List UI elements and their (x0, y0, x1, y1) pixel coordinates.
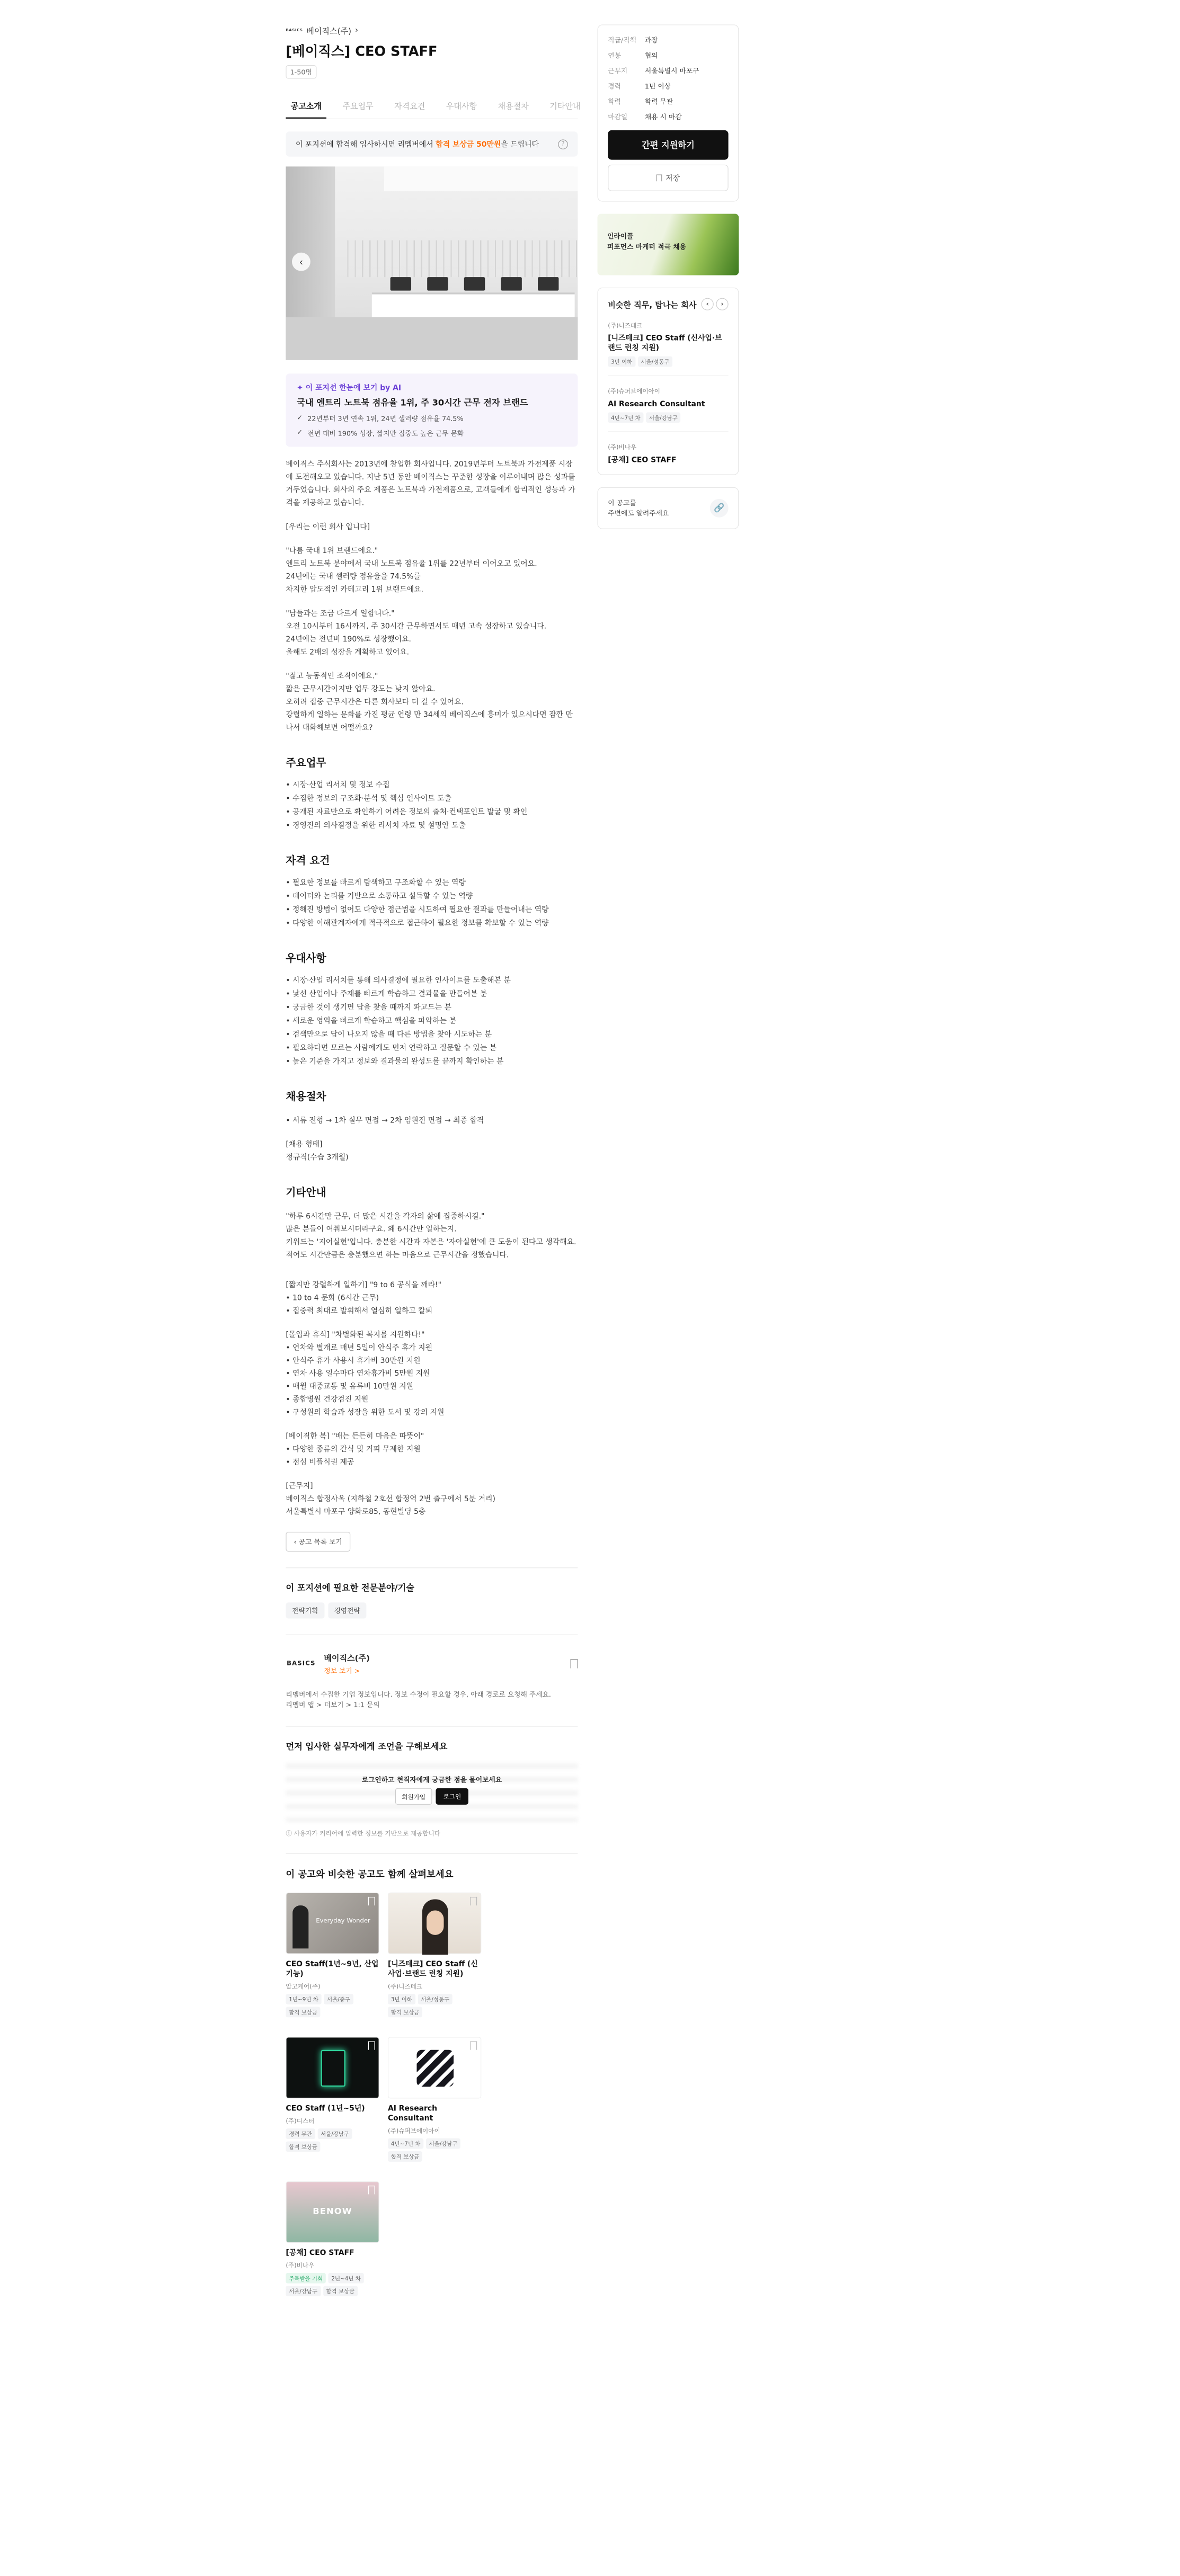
company-link[interactable] (286, 24, 578, 36)
similar-company: (주)슈퍼브에이아이 (608, 388, 660, 395)
ask-heading: 먼저 입사한 실무자에게 조언을 구해보세요 (286, 1742, 448, 1752)
etc-block: "하루 6시간만 근무, 더 많은 시간을 각자의 삶에 집중하시길." 많은 분들이 여쭤보시더라구요. 왜 6시간만 일하는지. 키워드는 '지어실현'입니다. 충분한 시간과 자본은 '자아실현'에 큰 도움이 된다고 생각해요. 적어도 시간만큼은 충분했으면 하는 마음으로 근무시간을 정했습니다. (286, 1211, 576, 1259)
info-value: 과장 (644, 36, 658, 44)
office-photo (286, 166, 578, 360)
company-note: 리멤버에서 수집한 기업 정보입니다. 정보 수정이 필요할 경우, 아래 경로로 요청해 주세요. 리멤버 앱 > 더보기 > 1:1 문의 (286, 1690, 551, 1709)
etc-heading: 기타안내 (286, 1186, 326, 1199)
job-tag: 주목받을 기회 (286, 2273, 325, 2284)
process-heading: 채용절차 (286, 1091, 326, 1103)
info-value: 학력 무관 (644, 97, 673, 106)
info-value: 서울특별시 마포구 (644, 67, 699, 75)
similar-company: (주)니즈테크 (608, 323, 643, 329)
job-card[interactable] (286, 2181, 379, 2296)
employment-type (286, 1138, 578, 1164)
chevron-left-icon: ‹ (294, 1538, 299, 1546)
info-key: 경력 (608, 82, 621, 91)
job-tag: 합격 보상금 (286, 2007, 320, 2018)
process-steps: • 서류 전형 → 1차 실무 면접 → 2차 임원진 면접 → 최종 합격 (286, 1116, 484, 1125)
similar-heading: 이 공고와 비슷한 공고도 함께 살펴보세요 (286, 1868, 454, 1880)
job-tag: 3년 이하 (388, 1994, 415, 2004)
job-card-title: CEO Staff(1년~9년, 산업기능) (286, 1959, 379, 1978)
ai-point-text: 22년부터 3년 연속 1위, 24년 셀러량 점유율 74.5% (307, 415, 464, 423)
intro-section: "나름 국내 1위 브랜드에요." 엔트리 노트북 분야에서 국내 노트북 점유율 1위를 22년부터 이어오고 있어요. 24년에는 국내 셀러량 점유율을 74.5%를 차지한 압도적인 카테고리 1위 브랜드에요. (286, 546, 537, 594)
bookmark-icon[interactable] (470, 2042, 477, 2050)
tab-preferred[interactable]: 우대사항 (446, 102, 477, 111)
similar-item[interactable] (608, 320, 728, 376)
apply-button[interactable]: 간편 지원하기 (608, 130, 728, 160)
intro-section: "젊고 능동적인 조직이에요." 짧은 근무시간이지만 업무 강도는 낮지 않아요. 오히려 집중 근무시간은 다른 회사보다 더 길 수 있어요. 강렬하게 일하는 문화를 가진 평균 연령 만 34세의 베이직스에 흥미가 있으시다면 잠깐 만나서 대화해보면 어떨까요? (286, 671, 573, 732)
sidebar (598, 24, 739, 529)
ai-header-label: 이 포지션 한눈에 보기 by AI (305, 383, 402, 393)
chevron-right-icon: › (354, 25, 358, 35)
etc-block: [몰입과 휴식] "차별화된 복지를 지원하다!" • 연차와 별개로 매년 5일이 안식주 휴가 지원 • 안식주 휴가 사용시 휴가비 30만원 지원 • 연차 사용 일수마다 연차휴가비 5만원 지원 • 매월 대중교통 및 유류비 10만원 지원 • 종합병원 건강검진 지원 • 구성원의 학습과 성장을 위한 도서 및 강의 지원 (286, 1330, 445, 1416)
info-row (608, 50, 728, 60)
job-card[interactable] (286, 2037, 379, 2161)
chevron-left-icon[interactable]: ‹ (702, 298, 714, 310)
sparkle-icon: ✦ (297, 383, 306, 393)
back-to-list-button[interactable] (286, 1532, 350, 1552)
info-key: 마감일 (608, 113, 628, 121)
similar-panel-title: 비슷한 직무, 탐나는 회사 (608, 300, 697, 310)
tab-duties[interactable]: 주요업무 (342, 102, 374, 111)
job-card-company: (주)비나우 (286, 2262, 315, 2269)
company-card-name: 베이직스(주) (324, 1654, 370, 1663)
share-box (598, 487, 739, 529)
job-title: [베이직스] CEO STAFF (286, 44, 438, 60)
job-card-company: 알고케어(주) (286, 1983, 321, 1991)
similar-title: [공채] CEO STAFF (608, 455, 677, 464)
requirements-list (286, 876, 578, 930)
ask-note: ⓘ 사용자가 커리어에 입력한 정보를 기반으로 제공합니다 (286, 1830, 440, 1838)
tab-requirements[interactable]: 자격요건 (394, 102, 425, 111)
dark-photo-thumb (286, 2037, 379, 2098)
ask-login-box (286, 1763, 578, 1822)
chevron-right-icon[interactable]: › (716, 298, 728, 310)
job-card[interactable] (388, 2037, 481, 2161)
reward-banner (286, 131, 578, 157)
job-tag: 서울/강남구 (317, 2128, 352, 2139)
bookmark-icon[interactable] (368, 2042, 375, 2050)
job-tag: 합격 보상금 (286, 2142, 320, 2152)
ai-summary-title: 국내 엔트리 노트북 점유율 1위, 주 30시간 근무 전자 브랜드 (297, 398, 528, 408)
company-logo: BASICS (287, 1660, 316, 1667)
employment-type-value: 정규직(수습 3개월) (286, 1153, 349, 1162)
tab-process[interactable]: 채용절차 (498, 102, 529, 111)
tab-etc[interactable]: 기타안내 (549, 102, 581, 111)
info-value: 협의 (644, 51, 658, 60)
job-tag: 서울/강남구 (426, 2138, 461, 2149)
list-item: • 시장·산업 리서치 및 정보 수집 (286, 780, 390, 789)
list-item: • 검색만으로 답이 나오지 않을 때 다른 방법을 찾아 시도하는 분 (286, 1030, 492, 1039)
job-card[interactable] (388, 1893, 481, 2017)
ask-prompt: 로그인하고 현직자에게 궁금한 점을 물어보세요 (361, 1776, 502, 1784)
job-tag: 서울/강남구 (646, 412, 681, 423)
list-item: • 필요한 정보를 빠르게 탐색하고 구조화할 수 있는 역량 (286, 878, 466, 887)
reward-text (296, 139, 539, 149)
bookmark-icon (656, 174, 662, 181)
duties-list (286, 778, 578, 832)
list-item: • 높은 기준을 가지고 정보와 결과물의 완성도를 끝까지 확인하는 분 (286, 1057, 504, 1066)
list-item: • 공개된 자료만으로 확인하기 어려운 정보의 출처·컨택포인트 발굴 및 확인 (286, 807, 528, 816)
info-row (608, 112, 728, 122)
bookmark-icon[interactable] (470, 1897, 477, 1905)
company-size-tag: 1-50명 (286, 65, 316, 79)
etc-block: [짧지만 강렬하게 일하기] "9 to 6 공식을 깨라!" • 10 to 4 문화 (6시간 근무) • 집중력 최대로 발휘해서 열심히 일하고 칼퇴 (286, 1280, 442, 1315)
job-tag: 합격 보상금 (388, 2007, 422, 2018)
benow-photo-thumb: BENOW (286, 2181, 379, 2243)
back-to-list-label: 공고 목록 보기 (298, 1538, 342, 1546)
job-tag: 경력 무관 (286, 2128, 315, 2139)
job-card-company: (주)디스터 (286, 2118, 315, 2125)
job-tag: 합격 보상금 (323, 2286, 358, 2296)
employment-type-label: [채용 형태] (286, 1139, 323, 1149)
intro-paragraph: 베이직스 주식회사는 2013년에 창업한 회사입니다. 2019년부터 노트북과 가전제품 시장에 도전해오고 있습니다. 지난 5년 동안 베이직스는 꾸준한 성장을 이루어내며 많은 성과를 거두었습니다. 회사의 주요 제품은 노트북과 가전제품으로, 고객들에게 합리적인 성능과 가격을 제공하고 있습니다. (286, 459, 575, 507)
similar-item[interactable] (608, 386, 728, 432)
job-tag: 4년~7년 차 (388, 2138, 423, 2149)
intro-section: [우리는 이런 회사 입니다] (286, 522, 370, 531)
job-tag: 서울/성동구 (418, 1994, 453, 2004)
list-item: • 정해진 방법이 없어도 다양한 접근법을 시도하여 필요한 결과를 만들어내는 역량 (286, 905, 549, 914)
ai-point (297, 429, 566, 439)
job-tag: 서울/중구 (324, 1994, 353, 2004)
etc-block: [근무지] 베이직스 합정사옥 (지하철 2호선 합정역 2번 출구에서 5분 거리) 서울특별시 마포구 양화로85, 동현빌딩 5층 (286, 1481, 495, 1516)
ai-summary (286, 373, 578, 447)
job-info-panel (598, 24, 739, 201)
bookmark-icon[interactable] (368, 1897, 375, 1905)
similar-grid (286, 1893, 578, 2307)
etc-block: [베이직한 복] "배는 든든히 마음은 따뜻이" • 다양한 종류의 간식 및 커피 무제한 지원 • 점심 비플식권 제공 (286, 1431, 424, 1466)
list-item: • 궁금한 것이 생기면 답을 찾을 때까지 파고드는 분 (286, 1003, 451, 1012)
divider (286, 1567, 578, 1568)
save-label: 저장 (666, 174, 680, 183)
signup-button[interactable]: 회원가입 (395, 1788, 432, 1805)
ai-point (297, 414, 566, 424)
skills-heading: 이 포지션에 필요한 전문분야/기술 (286, 1583, 414, 1593)
check-icon: ✓ (297, 428, 303, 436)
job-card-title: CEO Staff (1년~5년) (286, 2103, 365, 2113)
job-tag: 서울/성동구 (638, 356, 673, 367)
ask-buttons (286, 1788, 578, 1805)
list-item: • 경영진의 의사결정을 위한 리서치 자료 및 설명안 도출 (286, 821, 466, 830)
tab-bar (286, 93, 581, 119)
bookmark-icon[interactable] (570, 1659, 578, 1668)
job-card-company: (주)슈퍼브에이아이 (387, 2128, 440, 2135)
office-photo-thumb: Everyday Wonder (286, 1893, 379, 1954)
job-tag: 서울/강남구 (286, 2286, 321, 2296)
job-card[interactable] (286, 1893, 379, 2017)
job-card-title: [공채] CEO STAFF (286, 2248, 354, 2257)
info-key: 근무지 (608, 67, 628, 75)
skill-chip: 경영전략 (328, 1602, 367, 1618)
list-item: • 필요하다면 모르는 사람에게도 먼저 연락하고 질문할 수 있는 분 (286, 1043, 497, 1052)
similar-title: AI Research Consultant (608, 399, 705, 408)
share-text: 이 공고를 주변에도 알려주세요 (608, 498, 669, 518)
stripe-logo-thumb (388, 2037, 481, 2098)
list-item: • 수집한 정보의 구조화·분석 및 핵심 인사이트 도출 (286, 794, 451, 803)
help-icon[interactable]: ? (558, 139, 568, 149)
ai-point-text: 전년 대비 190% 성장, 짧지만 집중도 높은 근무 문화 (307, 429, 464, 438)
divider (286, 1853, 578, 1854)
job-card-title: [니즈테크] CEO Staff (신사업·브랜드 런칭 지원) (387, 1959, 478, 1978)
intro-section: "남들과는 조금 다르게 일합니다." 오전 10시부터 16시까지, 주 30시간 근무하면서도 매년 고속 성장하고 있습니다. 24년에는 전년비 190%로 성장했어요. 올해도 2배의 성장을 계획하고 있어요. (286, 609, 547, 656)
main-column (286, 24, 581, 2307)
bookmark-icon[interactable] (368, 2186, 375, 2194)
carousel-prev-icon[interactable]: ‹ (292, 253, 310, 271)
ai-summary-header (297, 382, 566, 393)
ad-banner[interactable]: 인라이플 퍼포먼스 마케터 적극 채용 (598, 214, 739, 275)
link-icon[interactable]: 🔗 (710, 499, 729, 518)
list-item: • 낯선 산업이나 주제를 빠르게 학습하고 결과물을 만들어본 분 (286, 989, 487, 998)
company-card[interactable] (286, 1651, 578, 1675)
model-photo-thumb (388, 1893, 481, 1954)
login-button[interactable]: 로그인 (436, 1788, 468, 1805)
job-tag: 1년~9년 차 (286, 1994, 321, 2004)
company-info-link[interactable]: 정보 보기 > (324, 1666, 360, 1675)
list-item: • 시장·산업 리서치를 통해 의사결정에 필요한 인사이트를 도출해본 분 (286, 976, 511, 985)
preferred-heading: 우대사항 (286, 952, 326, 965)
job-tag: 3년 이하 (608, 356, 635, 367)
reward-highlight: 합격 보상금 50만원 (436, 140, 501, 149)
info-value: 채용 시 마감 (644, 113, 682, 121)
info-key: 학력 (608, 97, 621, 106)
reward-text-after: 을 드립니다 (501, 140, 539, 149)
company-name: 베이직스(주) (306, 27, 351, 37)
skills-list (286, 1602, 578, 1618)
reward-text-before: 이 포지션에 합격해 입사하시면 리멤버에서 (295, 140, 436, 149)
duties-heading: 주요업무 (286, 757, 326, 770)
job-tag: 합격 보상금 (388, 2151, 422, 2162)
similar-panel (598, 288, 739, 475)
save-button[interactable] (608, 165, 728, 191)
list-item: • 다양한 이해관계자에게 적극적으로 접근하여 필요한 정보를 확보할 수 있는 역량 (286, 919, 549, 928)
info-row (608, 66, 728, 76)
job-tag: 2년~4년 차 (328, 2273, 363, 2284)
info-value: 1년 이상 (644, 82, 671, 91)
info-key: 연봉 (608, 51, 621, 60)
job-tag: 4년~7년 차 (608, 412, 643, 423)
tab-intro[interactable]: 공고소개 (286, 93, 326, 119)
list-item: • 데이터와 논리를 기반으로 소통하고 설득할 수 있는 역량 (286, 892, 473, 901)
job-card-company: (주)니즈테크 (387, 1983, 423, 1991)
preferred-list (286, 973, 578, 1068)
similar-item[interactable] (608, 442, 728, 465)
check-icon: ✓ (297, 413, 303, 422)
list-item: • 새로운 영역을 빠르게 학습하고 핵심을 파악하는 분 (286, 1016, 456, 1025)
info-row (608, 96, 728, 106)
skill-chip: 전략기획 (286, 1602, 324, 1618)
info-key: 직급/직책 (608, 36, 636, 44)
similar-title: [니즈테크] CEO Staff (신사업·브랜드 런칭 지원) (608, 333, 722, 352)
info-row (608, 35, 728, 45)
job-card-title: AI Research Consultant (387, 2103, 438, 2123)
info-row (608, 81, 728, 91)
similar-company: (주)비나우 (608, 444, 637, 451)
requirements-heading: 자격 요건 (286, 854, 330, 867)
company-logo-mini: BASICS (286, 28, 303, 33)
